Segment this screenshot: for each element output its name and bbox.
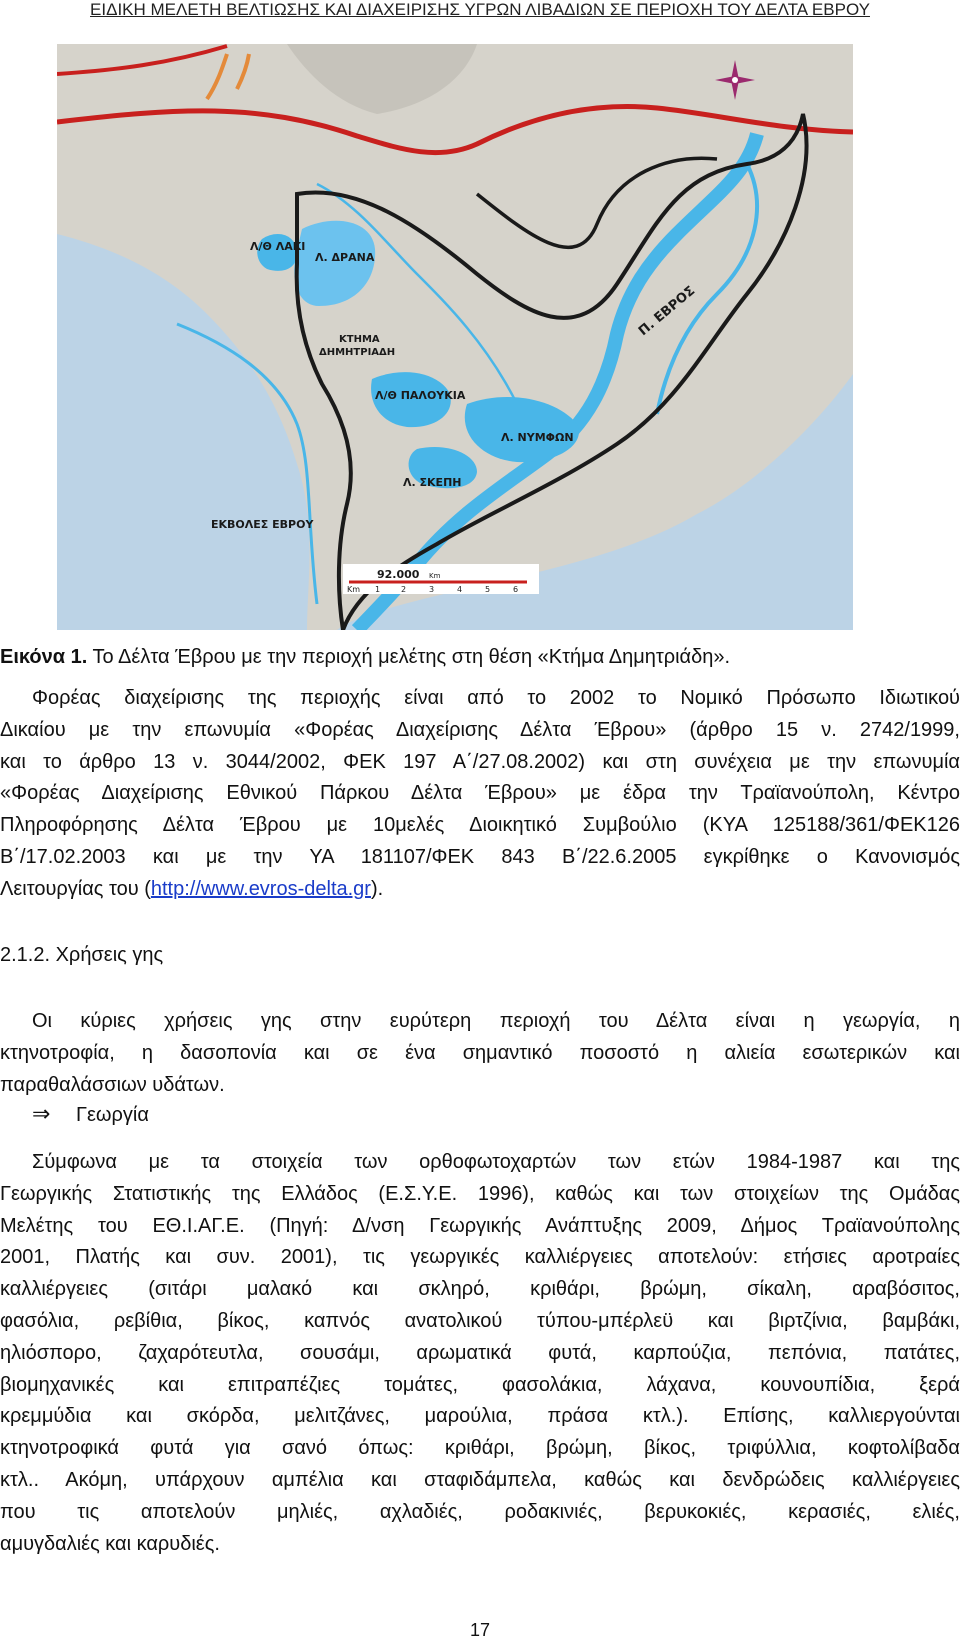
bullet-label: Γεωργία xyxy=(76,1104,149,1126)
text-line: κτηνοτροφικά φυτά για σανό όπως: κριθάρι, βρώμη, βίκος, τριφύλλια, κοφτολίβαδα xyxy=(0,1437,960,1460)
figure-caption xyxy=(0,646,730,669)
section-heading: 2.1.2. Χρήσεις γης xyxy=(0,944,164,966)
scale-tick: 2 xyxy=(401,585,407,594)
text-line: παραθαλάσσιων υδάτων. xyxy=(0,1073,225,1096)
text-line: Οι κύριες χρήσεις γης στην ευρύτερη περιοχή του Δέλτα είναι η γεωργία, η xyxy=(32,1010,960,1032)
map-label-drana: Λ. ΔΡΑΝΑ xyxy=(315,251,375,264)
text-line: φασόλια, ρεβίθια, βίκος, καπνός ανατολικού τύπου-μπέρλεϋ και βιρτζίνια, βαμβάκι, xyxy=(0,1309,960,1332)
scale-tick: Km xyxy=(347,585,361,594)
text-line: και το άρθρο 13 ν. 3044/2002, ΦΕΚ 197 Α΄/27.08.2002) και στη συνέχεια με την επωνυμία xyxy=(0,750,960,773)
scale-tick: 6 xyxy=(513,585,519,594)
scale-tick: 5 xyxy=(485,585,491,594)
text-line: κτηνοτροφία, η δασοπονία και σε ένα σημαντικό ποσοστό η αλιεία εσωτερικών και xyxy=(0,1041,960,1064)
map-label-nymfon: Λ. ΝΥΜΦΩΝ xyxy=(501,431,574,444)
text-line: 2001, Πλατής και συν. 2001), τις γεωργικές καλλιέργειες αποτελούν: ετήσιες αροτραίες xyxy=(0,1246,960,1269)
map-label-lakki: Λ/Θ ΛΑΚΙ xyxy=(250,240,306,253)
text-line: «Φορέας Διαχείρισης Εθνικού Πάρκου Δέλτα Έβρου» με έδρα την Τραϊανούπολη, Κέντρο xyxy=(0,782,960,805)
scale-tick: 3 xyxy=(429,585,435,594)
paragraph-land-use xyxy=(0,1006,960,1101)
text-line: που τις αποτελούν μηλιές, αχλαδιές, ροδακινιές, βερυκοκιές, κερασιές, ελιές, xyxy=(0,1500,960,1523)
text-line: Σύμφωνα με τα στοιχεία των ορθοφωτοχαρτών των ετών 1984-1987 και της xyxy=(32,1151,960,1173)
caption-text: Το Δέλτα Έβρου με την περιοχή μελέτης στη θέση «Κτήμα Δημητριάδη». xyxy=(87,646,731,668)
text-line: Πληροφόρησης Δέλτα Έβρου με 10μελές Διοικητικό Συμβούλιο (ΚΥΑ 125188/361/ΦΕΚ126 xyxy=(0,814,960,837)
map-label-ktima-1: ΚΤΗΜΑ xyxy=(339,334,380,345)
delta-map xyxy=(57,44,853,630)
map-label-ktima-2: ΔΗΜΗΤΡΙΑΔΗ xyxy=(319,347,396,358)
scale-unit: Km xyxy=(429,572,441,580)
scale-bar-box xyxy=(343,564,539,594)
text-line: κρεμμύδια και σκόρδα, μελιτζάνες, μαρούλια, πράσα κτλ.). Επίσης, καλλιεργούνται xyxy=(0,1405,960,1428)
text-line: καλλιέργειες (σιτάρι μαλακό και σκληρό, κριθάρι, βρώμη, σίκαλη, αραβόσιτος, xyxy=(0,1278,960,1301)
scale-tick: 1 xyxy=(375,585,381,594)
paragraph-crops xyxy=(0,1147,960,1560)
text-line: Μελέτης του ΕΘ.Ι.ΑΓ.Ε. (Πηγή: Δ/νση Γεωργικής Ανάπτυξης 2009, Δήμος Τραϊανούπολης xyxy=(0,1214,960,1237)
text-line: βιομηχανικές και επιτραπέζιες τομάτες, φασολάκια, λάχανα, κουνουπίδια, ξερά xyxy=(0,1373,960,1396)
map-label-skepi: Λ. ΣΚΕΠΗ xyxy=(403,476,462,489)
double-arrow-icon: ⇒ xyxy=(32,1101,51,1126)
map-label-paloukia: Λ/Θ ΠΑΛΟΥΚΙΑ xyxy=(375,389,466,402)
bullet-agriculture xyxy=(32,1101,149,1127)
evros-delta-link[interactable]: http://www.evros-delta.gr xyxy=(150,877,371,900)
map-label-ekvoles: ΕΚΒΟΛΕΣ ΕΒΡΟΥ xyxy=(211,518,314,531)
scale-value: 92.000 xyxy=(377,568,420,581)
paragraph-management xyxy=(0,683,960,906)
page-number: 17 xyxy=(469,1620,491,1640)
text-line: Λειτουργίας του (http://www.evros-delta.gr). xyxy=(0,877,384,900)
text-line: κτλ.. Ακόμη, υπάρχουν αμπέλια και σταφιδάμπελα, καθώς και δενδρώδεις καλλιέργειες xyxy=(0,1468,960,1491)
text-line: ηλιόσπορο, ζαχαρότευτλα, σουσάμι, αρωματικά φυτά, καρπούζια, πεπόνια, πατάτες, xyxy=(0,1341,960,1364)
caption-label: Εικόνα 1. xyxy=(0,646,88,668)
text-line: Φορέας διαχείρισης της περιοχής είναι από το 2002 το Νομικό Πρόσωπο Ιδιωτικού xyxy=(32,687,960,709)
text-line: αμυγδαλιές και καρυδιές. xyxy=(0,1532,220,1555)
text-line: Β΄/17.02.2003 και με την ΥΑ 181107/ΦΕΚ 843 Β΄/22.6.2005 εγκρίθηκε ο Κανονισμός xyxy=(0,845,960,868)
text-line: Δικαίου με την επωνυμία «Φορέας Διαχείρισης Δέλτα Έβρου» (άρθρο 15 ν. 2742/1999, xyxy=(0,718,960,741)
scale-tick: 4 xyxy=(457,585,463,594)
map-label-evros: Π. ΕΒΡΟΣ xyxy=(635,283,699,340)
text-line: Γεωργικής Στατιστικής της Ελλάδος (Ε.Σ.Υ.Ε. 1996), καθώς και των στοιχείων της Ομάδας xyxy=(0,1182,960,1205)
page-header: ΕΙΔΙΚΗ ΜΕΛΕΤΗ ΒΕΛΤΙΩΣΗΣ ΚΑΙ ΔΙΑΧΕΙΡΙΣΗΣ ΥΓΡΩΝ ΛΙΒΑΔΙΩΝ ΣΕ ΠΕΡΙΟΧΗ ΤΟΥ ΔΕΛΤΑ ΕΒΡΟΥ xyxy=(90,0,870,19)
